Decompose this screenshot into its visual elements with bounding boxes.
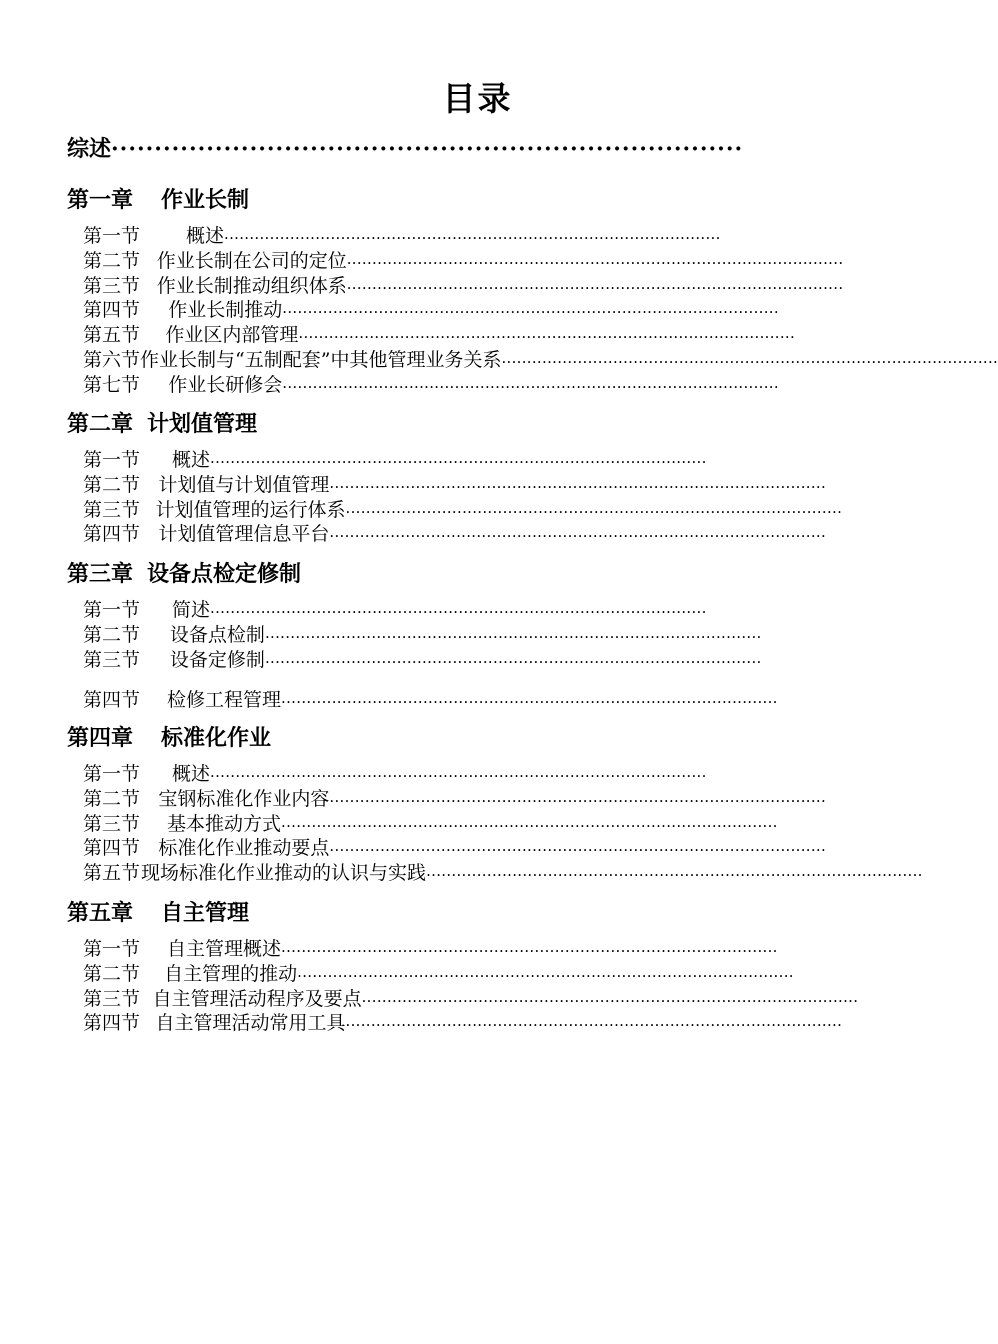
dot-leader: ·································································································· (329, 527, 827, 545)
dot-leader: ·································································································· (329, 841, 827, 859)
dot-leader: ·································································································· (281, 693, 778, 711)
section-number: 第四节 (83, 1012, 141, 1034)
section-number: 第一节 (83, 763, 141, 785)
dot-leader: ·································································································· (281, 942, 778, 960)
dot-leader: ·································································································· (501, 353, 998, 371)
chapter-label: 第四章 (67, 726, 134, 751)
chapter-title: 计划值管理 (147, 412, 258, 437)
toc-entry[interactable] (83, 348, 998, 373)
section-title: 概述 (172, 763, 211, 785)
section-title: 设备点检制 (169, 624, 265, 646)
section-number: 第三节 (83, 499, 141, 521)
dot-leader: ·································································································· (282, 378, 779, 396)
section-title: 作业区内部管理 (165, 324, 299, 346)
section-number: 第一节 (83, 225, 141, 247)
section-title: 概述 (172, 449, 211, 471)
toc-entry[interactable] (83, 1011, 843, 1036)
section-number: 第二节 (83, 250, 141, 272)
section-title: 现场标准化作业推动的认识与实践 (141, 862, 427, 884)
dot-leader: ·································································································· (345, 1016, 843, 1034)
toc-entry[interactable] (83, 962, 794, 987)
toc-entry[interactable] (83, 598, 750, 623)
chapter-heading[interactable] (67, 408, 257, 442)
toc-entry[interactable] (83, 323, 796, 348)
toc-entry[interactable] (83, 787, 827, 812)
chapter-title: 作业长制 (161, 188, 250, 213)
section-title: 设备定修制 (169, 649, 265, 671)
overview-entry[interactable] (67, 132, 767, 166)
dot-leader: ·································································································· (264, 653, 762, 671)
dot-leader: ·································································································· (281, 817, 778, 835)
section-number: 第一节 (83, 449, 141, 471)
chapter-heading[interactable] (67, 558, 301, 592)
section-number: 第三节 (83, 988, 141, 1010)
dot-leader: ·································································································· (426, 866, 923, 884)
toc-entry[interactable] (83, 836, 827, 861)
section-title: 计划值管理信息平台 (158, 523, 330, 545)
section-title: 自主管理概述 (167, 938, 282, 960)
section-title: 自主管理活动程序及要点 (152, 988, 362, 1010)
chapter-label: 第一章 (67, 188, 134, 213)
section-title: 计划值与计划值管理 (158, 474, 330, 496)
section-title: 自主管理的推动 (164, 963, 298, 985)
toc-entry[interactable] (83, 298, 779, 323)
section-number: 第五节 (83, 324, 141, 346)
section-number: 第五节 (83, 862, 141, 884)
chapter-title: 设备点检定修制 (147, 562, 302, 587)
toc-entry[interactable] (83, 812, 778, 837)
section-title: 简述 (172, 599, 211, 621)
toc-entry[interactable] (83, 623, 762, 648)
page-title: 目录 (442, 79, 513, 118)
chapter-title: 自主管理 (161, 901, 250, 926)
section-number: 第七节 (83, 374, 141, 396)
section-title: 作业长研修会 (168, 374, 283, 396)
section-title: 作业长制推动 (168, 299, 283, 321)
section-number: 第四节 (83, 837, 141, 859)
toc-entry[interactable] (83, 688, 778, 713)
chapter-heading[interactable] (67, 184, 249, 218)
section-number: 第一节 (83, 599, 141, 621)
section-title: 自主管理活动常用工具 (155, 1012, 346, 1034)
dot-leader: ·································································································· (210, 767, 707, 785)
section-title: 概述 (186, 225, 225, 247)
dot-leader: ·································································································· (298, 328, 796, 346)
toc-entry[interactable] (83, 937, 778, 962)
section-number: 第二节 (83, 474, 141, 496)
section-title: 作业长制推动组织体系 (156, 275, 347, 297)
dot-leader: ·································································································· (282, 303, 779, 321)
section-title: 宝钢标准化作业内容 (158, 788, 330, 810)
toc-entry[interactable] (83, 249, 844, 274)
toc-entry[interactable] (83, 522, 827, 547)
dot-leader: ·································································································· (345, 503, 843, 521)
section-number: 第三节 (83, 813, 141, 835)
toc-entry[interactable] (83, 373, 779, 398)
dot-leader: ·································································································· (329, 478, 827, 496)
dot-leader: ·································································································· (224, 229, 721, 247)
section-number: 第四节 (83, 523, 141, 545)
toc-entry[interactable] (83, 224, 762, 249)
dot-leader: ·································································································· (297, 967, 794, 985)
section-number: 第二节 (83, 788, 141, 810)
chapter-heading[interactable] (67, 897, 249, 931)
dot-leader: ·································································································· (210, 453, 707, 471)
section-number: 第二节 (83, 624, 141, 646)
toc-entry[interactable] (83, 498, 843, 523)
overview-label: 综述 (67, 137, 112, 162)
toc-entry[interactable] (83, 274, 844, 299)
chapter-title: 标准化作业 (161, 726, 272, 751)
toc-entry[interactable] (83, 987, 859, 1012)
section-title: 作业长制与“五制配套”中其他管理业务关系 (140, 349, 502, 371)
toc-entry[interactable] (83, 473, 827, 498)
section-title: 检修工程管理 (167, 689, 282, 711)
section-title: 作业长制在公司的定位 (156, 250, 347, 272)
section-title: 标准化作业推动要点 (158, 837, 330, 859)
dot-leader: ·································································································· (346, 279, 844, 297)
section-number: 第六节 (83, 349, 141, 371)
toc-entry[interactable] (83, 448, 750, 473)
toc-entry[interactable] (83, 648, 762, 673)
chapter-label: 第二章 (67, 412, 134, 437)
section-number: 第一节 (83, 938, 141, 960)
section-title: 计划值管理的运行体系 (155, 499, 346, 521)
chapter-label: 第三章 (67, 562, 134, 587)
dot-leader: ·································································································· (361, 992, 859, 1010)
dot-leader: ·································································································· (264, 628, 762, 646)
chapter-label: 第五章 (67, 901, 134, 926)
section-title: 基本推动方式 (167, 813, 282, 835)
dot-leader: ·································································································· (210, 603, 707, 621)
section-number: 第二节 (83, 963, 141, 985)
chapter-heading[interactable] (67, 722, 271, 756)
section-number: 第三节 (83, 275, 141, 297)
toc-entry[interactable] (83, 762, 750, 787)
dot-leader: ·································································································· (329, 792, 827, 810)
toc-entry[interactable] (83, 861, 923, 886)
dot-leader: ·································································································· (346, 254, 844, 272)
section-number: 第四节 (83, 689, 141, 711)
section-number: 第四节 (83, 299, 141, 321)
dot-leader: ········································································· (111, 136, 744, 162)
section-number: 第三节 (83, 649, 141, 671)
